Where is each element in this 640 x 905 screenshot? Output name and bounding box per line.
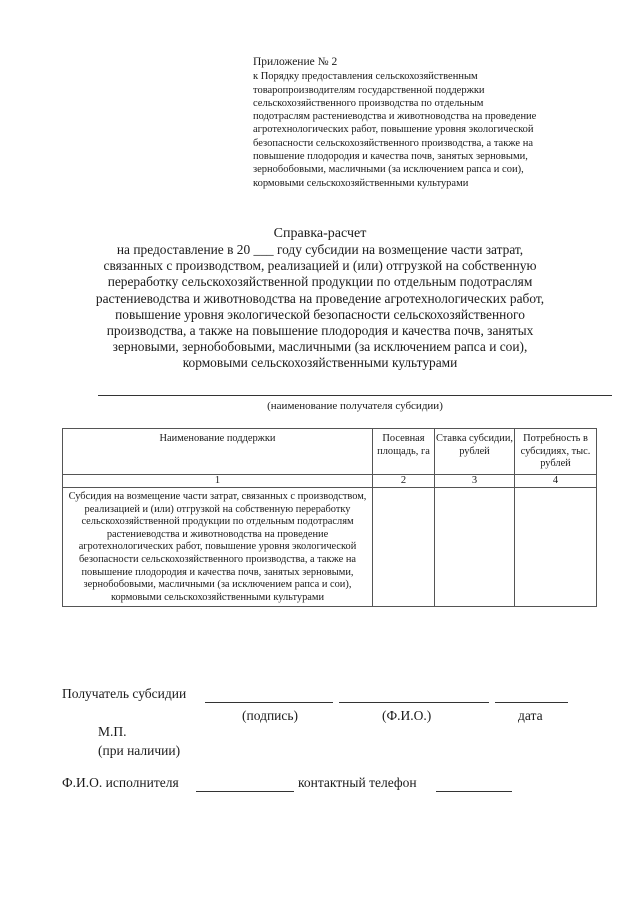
- appendix-line: кормовыми сельскохозяйственными культурами: [253, 177, 469, 189]
- subtitle-line: на предоставление в 20 ___ году субсидии на возмещение части затрат,: [116, 242, 524, 257]
- column-number: 4: [515, 475, 597, 488]
- recipient-name-line[interactable]: [98, 395, 612, 396]
- column-number: 1: [63, 475, 373, 488]
- table-number-row: [63, 475, 597, 488]
- header-rate: Ставка субсидии, рублей: [435, 429, 515, 475]
- phone-label: контактный телефон: [298, 775, 417, 790]
- subtitle-line: зерновыми, зернобобовыми, масличными (за исключением рапса и сои),: [112, 339, 528, 355]
- signature-line[interactable]: [205, 702, 333, 703]
- document-title: Справка-расчет: [273, 226, 367, 241]
- appendix-line: к Порядку предоставления сельскохозяйственным: [253, 71, 478, 83]
- stamp-note: (при наличии): [98, 743, 181, 758]
- area-cell[interactable]: [373, 488, 435, 607]
- need-cell[interactable]: [515, 488, 597, 607]
- recipient-caption: (наименование получателя субсидии): [267, 400, 443, 412]
- name-line[interactable]: [339, 702, 489, 703]
- executor-name-line[interactable]: [196, 791, 294, 792]
- recipient-signature-label: Получатель субсидии: [62, 686, 187, 701]
- table-header-row: [63, 429, 597, 475]
- appendix-line: повышение плодородия и качества почв, занятых зерновыми,: [253, 151, 528, 163]
- signature-caption: (подпись): [242, 708, 299, 723]
- date-caption: дата: [518, 708, 543, 723]
- appendix-line: товаропроизводителям государственной поддержки: [253, 84, 485, 96]
- subtitle-line: повышение уровня экологической безопасности сельскохозяйственного: [115, 306, 525, 322]
- date-line[interactable]: [495, 702, 568, 703]
- appendix-line: агротехнологических работ, повышение уровня экологической: [253, 124, 534, 136]
- support-description: Субсидия на возмещение части затрат, связанных с производством, реализацией и (или) отгрузкой на собственную переработку сельскохозяйственной продукции по отдельным подотраслям растениеводства и животноводства на проведение агротехнологических работ, повышение уровня экологической безопасности сельскохозяйственного производства, а также на повышение плодородия и качества почв, занятых зерновыми, зернобобовыми, масличными (за исключением рапса и сои), кормовыми сельскохозяйственными культурами: [63, 488, 373, 607]
- executor-label: Ф.И.О. исполнителя: [62, 775, 179, 790]
- appendix-line: зернобобовыми, масличными (за исключением рапса и сои),: [253, 164, 524, 176]
- support-table: [62, 428, 597, 607]
- column-number: 3: [435, 475, 515, 488]
- table-row: [63, 488, 597, 607]
- header-need: Потребность в субсидиях, тыс. рублей: [515, 429, 597, 475]
- subtitle-line: переработку сельскохозяйственной продукции по отдельным подотраслям: [107, 274, 533, 290]
- subtitle-line: связанных с производством, реализацией и (или) отгрузкой на собственную: [103, 258, 537, 274]
- appendix-line: подотраслям растениеводства и животноводства на проведение: [253, 111, 537, 123]
- subtitle-line: растениеводства и животноводства на проведение агротехнологических работ,: [95, 290, 545, 306]
- subtitle-line: кормовыми сельскохозяйственными культурами: [182, 355, 458, 371]
- appendix-line: сельскохозяйственного производства по отдельным: [253, 97, 484, 109]
- name-caption: (Ф.И.О.): [382, 708, 432, 723]
- document-subtitle: [80, 242, 560, 372]
- column-number: 2: [373, 475, 435, 488]
- phone-line[interactable]: [436, 791, 512, 792]
- header-area: Посевная площадь, га: [373, 429, 435, 475]
- rate-cell[interactable]: [435, 488, 515, 607]
- appendix-line: безопасности сельскохозяйственного производства, а также на: [253, 137, 533, 149]
- stamp-block: [98, 722, 180, 760]
- header-support-name: Наименование поддержки: [63, 429, 373, 475]
- appendix-title: Приложение № 2: [253, 56, 338, 68]
- stamp-label: М.П.: [98, 724, 127, 739]
- subtitle-line: производства, а также на повышение плодородия и качества почв, занятых: [106, 323, 534, 339]
- appendix-header: [253, 56, 623, 190]
